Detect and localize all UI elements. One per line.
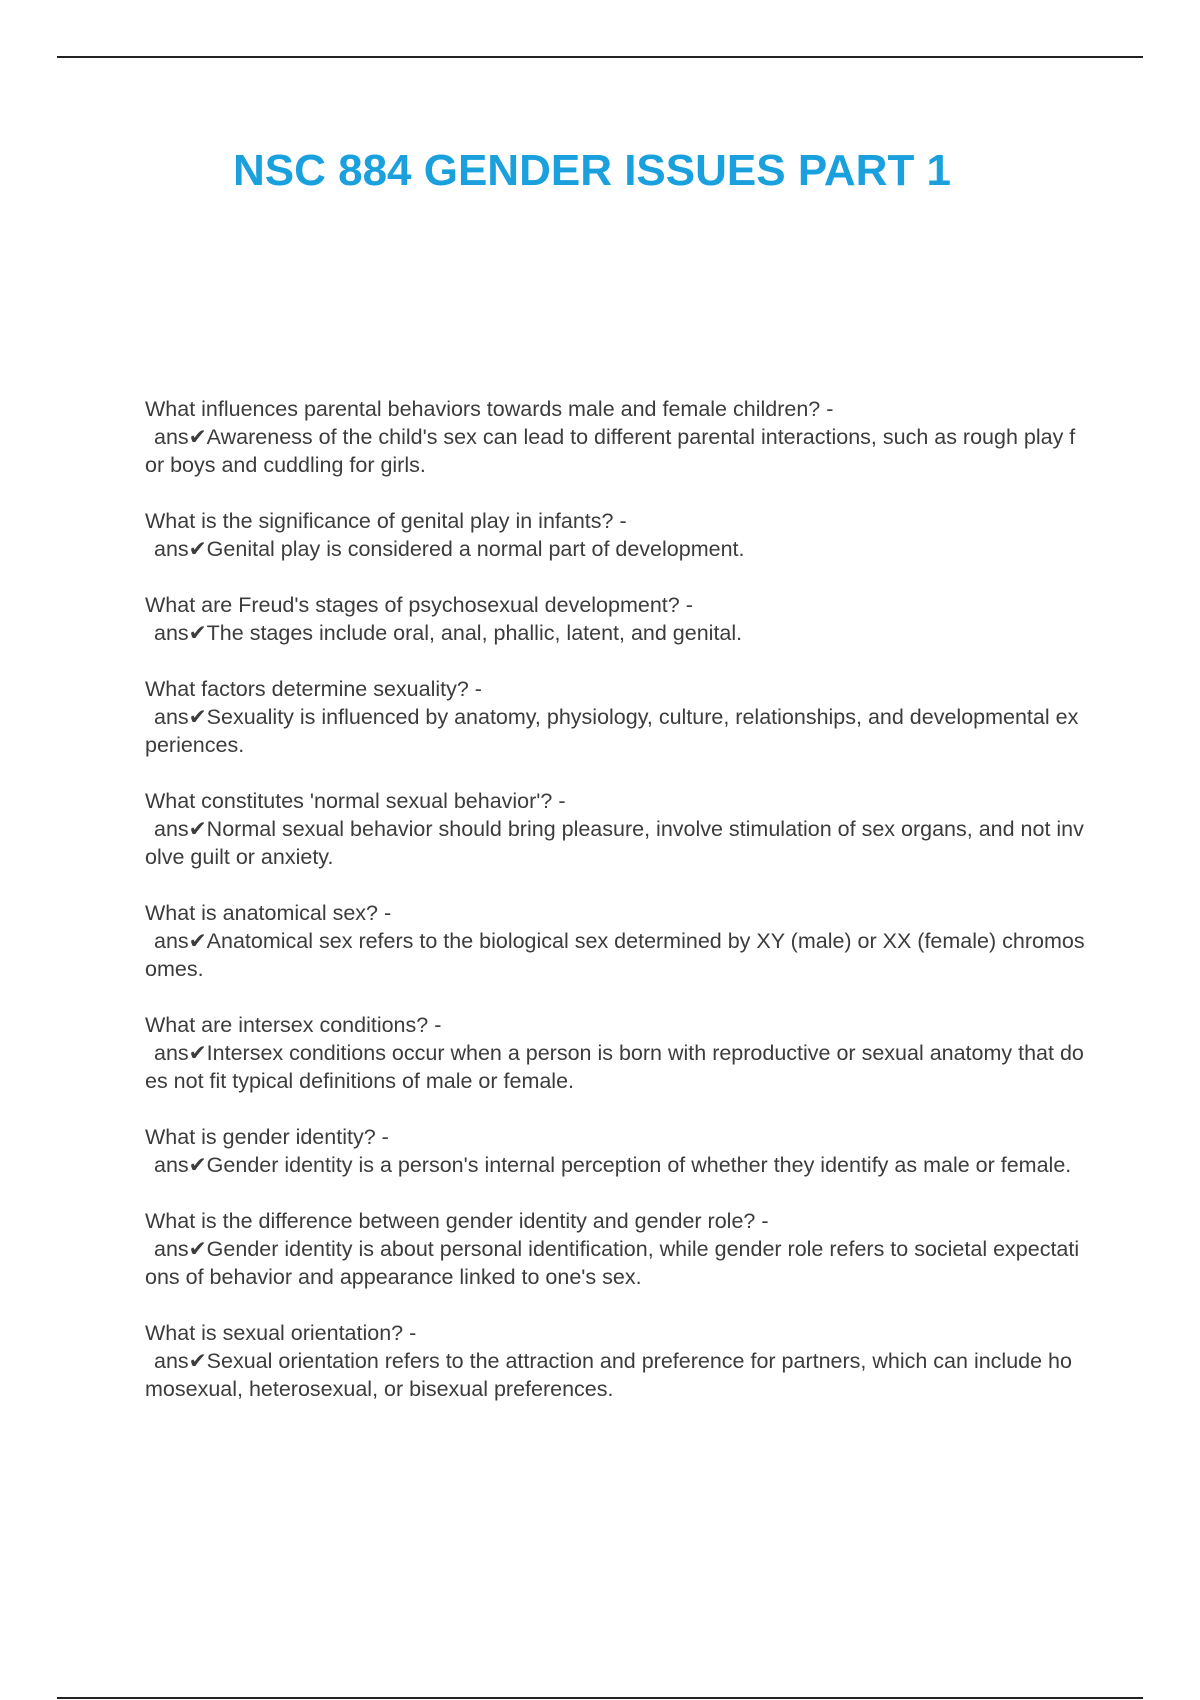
qa-item [145,899,1085,983]
answer-text: ans✔Gender identity is about personal identification, while gender role refers to societal expectations of behavior and appearance linked to one's sex. [145,1237,1080,1289]
document-title: NSC 884 GENDER ISSUES PART 1 [232,146,952,195]
answer-text: ans✔Sexual orientation refers to the attraction and preference for partners, which can include homosexual, heterosexual, or bisexual preferences. [145,1349,1072,1401]
question-text: What is the difference between gender identity and gender role? - [145,1209,769,1233]
question-text: What is gender identity? - [145,1125,389,1149]
header-rule [57,56,1143,58]
qa-item [145,1319,1085,1403]
qa-item [145,507,1085,563]
qa-item [145,787,1085,871]
question-text: What factors determine sexuality? - [145,677,482,701]
qa-item [145,1207,1085,1291]
question-text: What is the significance of genital play in infants? - [145,509,627,533]
answer-text: ans✔Gender identity is a person's internal perception of whether they identify as male or female. [154,1153,1072,1177]
question-text: What are intersex conditions? - [145,1013,442,1037]
question-text: What is anatomical sex? - [145,901,392,925]
answer-text: ans✔Sexuality is influenced by anatomy, physiology, culture, relationships, and developmental experiences. [145,705,1079,757]
answer-text: ans✔Intersex conditions occur when a person is born with reproductive or sexual anatomy that does not fit typical definitions of male or female. [145,1041,1084,1093]
qa-item [145,1011,1085,1095]
qa-item [145,1123,1085,1179]
answer-text: ans✔Anatomical sex refers to the biological sex determined by XY (male) or XX (female) chromosomes. [145,929,1085,981]
question-text: What constitutes 'normal sexual behavior'? - [145,789,566,813]
answer-text: ans✔Genital play is considered a normal part of development. [154,537,745,561]
qa-item [145,675,1085,759]
qa-item [145,395,1085,479]
footer-rule [57,1697,1143,1699]
question-text: What is sexual orientation? - [145,1321,417,1345]
answer-text: ans✔Normal sexual behavior should bring pleasure, involve stimulation of sex organs, and not involve guilt or anxiety. [145,817,1084,869]
question-text: What influences parental behaviors towards male and female children? - [145,397,834,421]
answer-text: ans✔Awareness of the child's sex can lead to different parental interactions, such as rough play for boys and cuddling for girls. [145,425,1076,477]
answer-text: ans✔The stages include oral, anal, phallic, latent, and genital. [154,621,743,645]
qa-item [145,591,1085,647]
question-text: What are Freud's stages of psychosexual development? - [145,593,693,617]
qa-list [145,395,1085,1431]
